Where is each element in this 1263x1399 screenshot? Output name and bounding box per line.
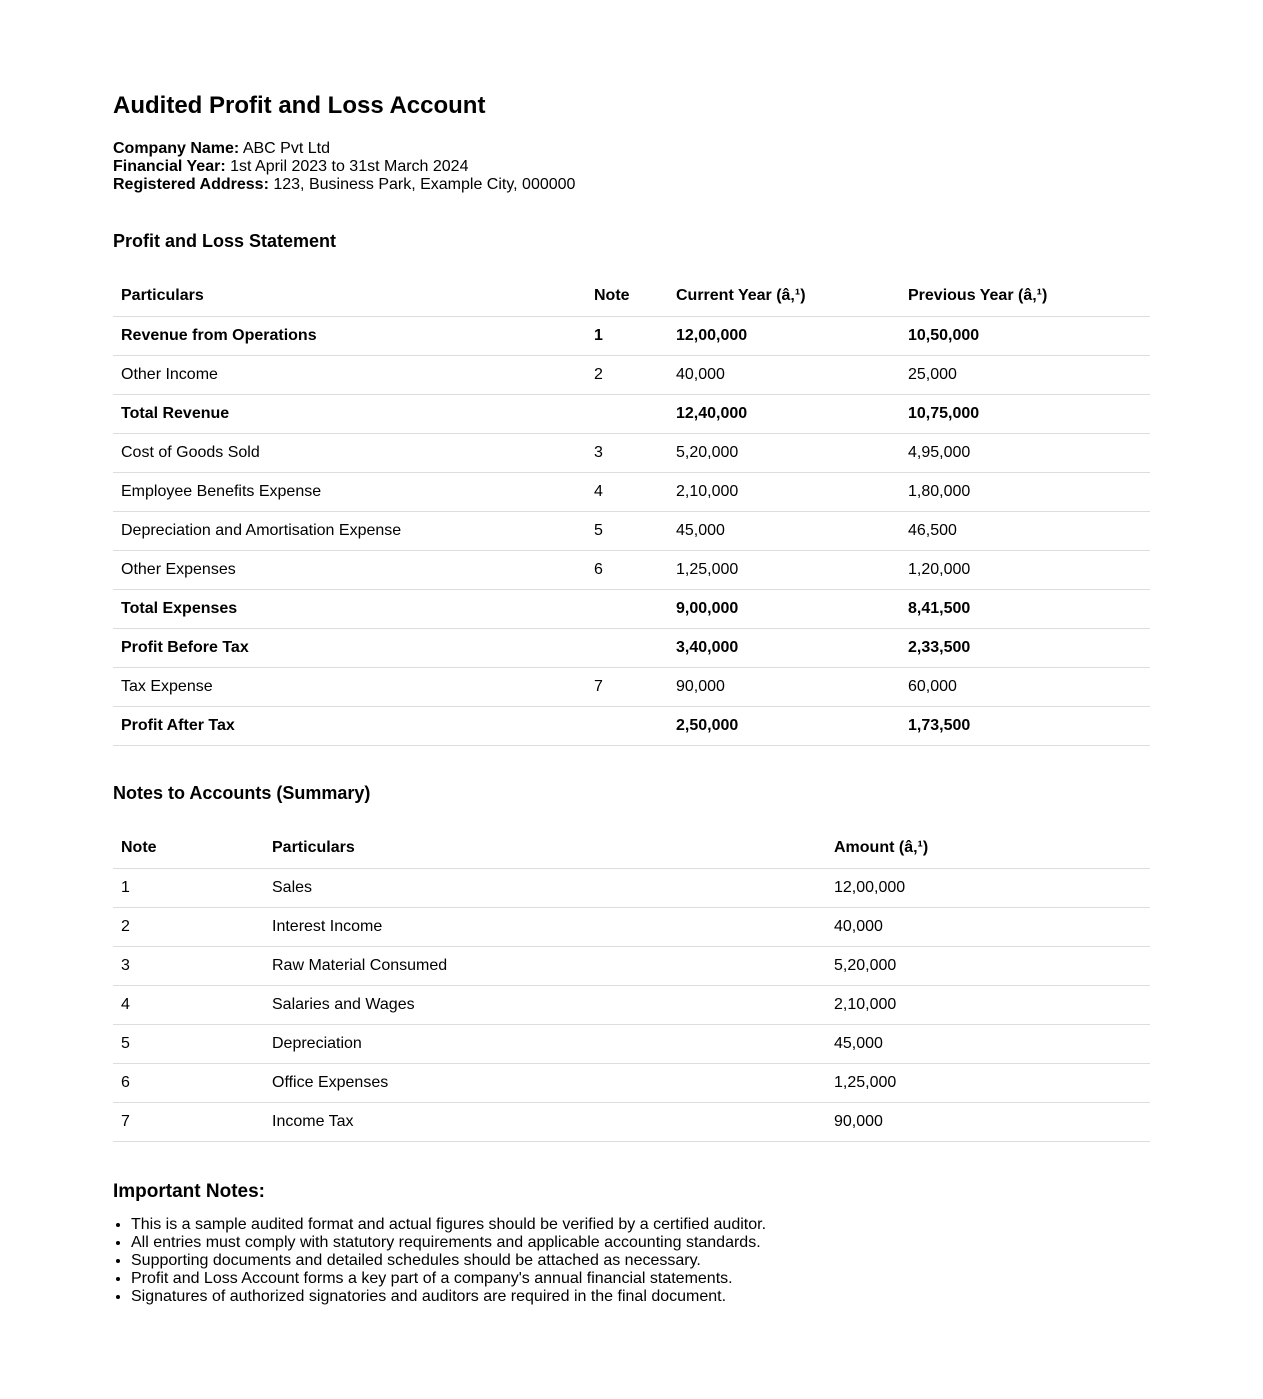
notes-cell-note: 3	[113, 947, 264, 986]
pl-cell-previous: 4,95,000	[900, 434, 1150, 473]
pl-cell-current: 9,00,000	[668, 590, 900, 629]
document-page	[113, 90, 1150, 1305]
notes-header-particulars: Particulars	[264, 828, 826, 869]
notes-cell-particulars: Interest Income	[264, 908, 826, 947]
pl-cell-particulars: Revenue from Operations	[113, 317, 586, 356]
pl-cell-note: 3	[586, 434, 668, 473]
pl-cell-current: 40,000	[668, 356, 900, 395]
notes-cell-amount: 12,00,000	[826, 869, 1150, 908]
pl-section-heading: Profit and Loss Statement	[113, 231, 337, 251]
pl-row-revenue-from-operations	[113, 317, 1150, 356]
pl-cell-current: 5,20,000	[668, 434, 900, 473]
pl-row-other-expenses	[113, 551, 1150, 590]
pl-row-profit-before-tax	[113, 629, 1150, 668]
pl-header-previous-year: Previous Year (â‚¹)	[900, 276, 1150, 317]
notes-cell-particulars: Salaries and Wages	[264, 986, 826, 1025]
pl-header-row	[113, 276, 1150, 317]
pl-cell-previous: 2,33,500	[900, 629, 1150, 668]
notes-row	[113, 947, 1150, 986]
notes-cell-amount: 1,25,000	[826, 1064, 1150, 1103]
financial-year-label: Financial Year:	[113, 158, 226, 175]
pl-cell-previous: 60,000	[900, 668, 1150, 707]
company-name-label: Company Name:	[113, 140, 240, 157]
notes-row	[113, 986, 1150, 1025]
financial-year-value: 1st April 2023 to 31st March 2024	[230, 158, 469, 175]
notes-header-note: Note	[113, 828, 264, 869]
important-note-item: • This is a sample audited format and actual figures should be verified by a certified auditor.	[131, 1216, 1150, 1234]
pl-cell-note	[586, 590, 668, 629]
pl-cell-current: 1,25,000	[668, 551, 900, 590]
pl-row-depreciation	[113, 512, 1150, 551]
notes-row	[113, 1025, 1150, 1064]
pl-cell-particulars: Total Expenses	[113, 590, 586, 629]
pl-cell-previous: 25,000	[900, 356, 1150, 395]
pl-cell-current: 3,40,000	[668, 629, 900, 668]
notes-cell-amount: 45,000	[826, 1025, 1150, 1064]
notes-cell-note: 1	[113, 869, 264, 908]
pl-header-note: Note	[586, 276, 668, 317]
pl-cell-previous: 8,41,500	[900, 590, 1150, 629]
important-notes-heading: Important Notes:	[113, 1181, 265, 1202]
pl-cell-current: 2,50,000	[668, 707, 900, 746]
page-title: Audited Profit and Loss Account	[113, 92, 486, 119]
pl-cell-previous: 1,20,000	[900, 551, 1150, 590]
pl-cell-current: 90,000	[668, 668, 900, 707]
notes-cell-particulars: Depreciation	[264, 1025, 826, 1064]
pl-cell-note: 1	[586, 317, 668, 356]
pl-cell-note	[586, 395, 668, 434]
company-details	[113, 140, 1150, 194]
pl-row-tax-expense	[113, 668, 1150, 707]
registered-address-label: Registered Address:	[113, 176, 269, 193]
important-note-item: • Signatures of authorized signatories and auditors are required in the final document.	[131, 1288, 1150, 1306]
pl-cell-note: 5	[586, 512, 668, 551]
registered-address-line	[113, 176, 1150, 194]
company-name-line	[113, 140, 1150, 158]
pl-cell-particulars: Depreciation and Amortisation Expense	[113, 512, 586, 551]
pl-cell-particulars: Other Expenses	[113, 551, 586, 590]
pl-cell-note: 6	[586, 551, 668, 590]
notes-cell-amount: 2,10,000	[826, 986, 1150, 1025]
notes-row	[113, 1064, 1150, 1103]
notes-table	[113, 828, 1150, 1142]
pl-table	[113, 276, 1150, 746]
pl-cell-particulars: Total Revenue	[113, 395, 586, 434]
notes-cell-note: 6	[113, 1064, 264, 1103]
pl-cell-particulars: Employee Benefits Expense	[113, 473, 586, 512]
pl-cell-previous: 10,50,000	[900, 317, 1150, 356]
important-note-item: • Supporting documents and detailed schedules should be attached as necessary.	[131, 1252, 1150, 1270]
notes-cell-particulars: Office Expenses	[264, 1064, 826, 1103]
pl-row-profit-after-tax	[113, 707, 1150, 746]
notes-cell-amount: 90,000	[826, 1103, 1150, 1142]
notes-cell-note: 7	[113, 1103, 264, 1142]
notes-header-row	[113, 828, 1150, 869]
pl-header-current-year: Current Year (â‚¹)	[668, 276, 900, 317]
important-notes-clip	[113, 1216, 1150, 1305]
pl-row-cost-of-goods-sold	[113, 434, 1150, 473]
company-name-value: ABC Pvt Ltd	[242, 140, 330, 157]
pl-cell-particulars: Other Income	[113, 356, 586, 395]
pl-cell-previous: 1,73,500	[900, 707, 1150, 746]
important-note-item: • All entries must comply with statutory requirements and applicable accounting standards.	[131, 1234, 1150, 1252]
registered-address-value: 123, Business Park, Example City, 000000	[273, 176, 576, 193]
notes-section-heading: Notes to Accounts (Summary)	[113, 783, 371, 803]
notes-row	[113, 1103, 1150, 1142]
pl-cell-particulars: Profit After Tax	[113, 707, 586, 746]
pl-cell-note	[586, 707, 668, 746]
pl-row-total-expenses	[113, 590, 1150, 629]
notes-cell-note: 4	[113, 986, 264, 1025]
pl-cell-particulars: Tax Expense	[113, 668, 586, 707]
pl-row-total-revenue	[113, 395, 1150, 434]
notes-cell-particulars: Raw Material Consumed	[264, 947, 826, 986]
important-note-item: • Profit and Loss Account forms a key part of a company's annual financial statements.	[131, 1270, 1150, 1288]
pl-header-particulars: Particulars	[113, 276, 586, 317]
notes-header-amount: Amount (â‚¹)	[826, 828, 1150, 869]
pl-cell-previous: 10,75,000	[900, 395, 1150, 434]
notes-cell-particulars: Sales	[264, 869, 826, 908]
important-notes-list	[113, 1216, 1150, 1306]
pl-cell-current: 12,40,000	[668, 395, 900, 434]
notes-cell-note: 2	[113, 908, 264, 947]
pl-cell-previous: 1,80,000	[900, 473, 1150, 512]
pl-row-other-income	[113, 356, 1150, 395]
pl-cell-note	[586, 629, 668, 668]
notes-cell-amount: 5,20,000	[826, 947, 1150, 986]
pl-cell-current: 45,000	[668, 512, 900, 551]
pl-cell-particulars: Cost of Goods Sold	[113, 434, 586, 473]
notes-row	[113, 908, 1150, 947]
notes-cell-particulars: Income Tax	[264, 1103, 826, 1142]
pl-cell-note: 7	[586, 668, 668, 707]
pl-cell-particulars: Profit Before Tax	[113, 629, 586, 668]
pl-cell-note: 4	[586, 473, 668, 512]
notes-cell-note: 5	[113, 1025, 264, 1064]
pl-cell-current: 12,00,000	[668, 317, 900, 356]
notes-cell-amount: 40,000	[826, 908, 1150, 947]
notes-row	[113, 869, 1150, 908]
pl-row-employee-benefits	[113, 473, 1150, 512]
pl-cell-previous: 46,500	[900, 512, 1150, 551]
pl-cell-current: 2,10,000	[668, 473, 900, 512]
pl-cell-note: 2	[586, 356, 668, 395]
financial-year-line	[113, 158, 1150, 176]
